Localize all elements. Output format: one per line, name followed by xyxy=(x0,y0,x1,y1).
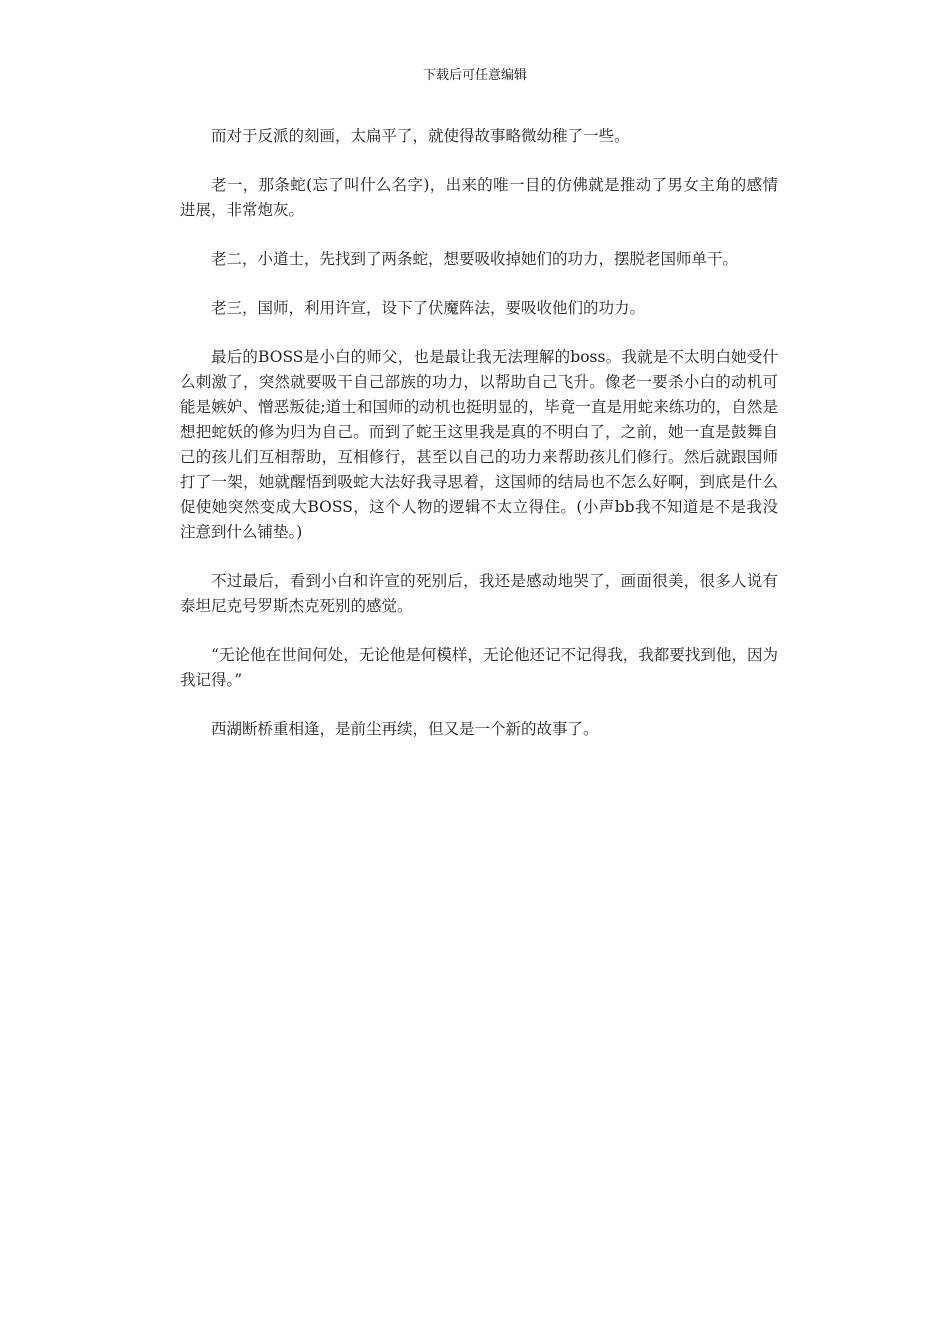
paragraph: 而对于反派的刻画，太扁平了，就使得故事略微幼稚了一些。 xyxy=(211,127,630,145)
document-body xyxy=(180,124,778,766)
paragraph: 老二，小道士，先找到了两条蛇，想要吸收掉她们的功力，摆脱老国师单干。 xyxy=(211,250,739,268)
paragraph: 最后的BOSS是小白的师父，也是最让我无法理解的boss。我就是不太明白她受什么刺激了，突然就要吸干自己部族的功力，以帮助自己飞升。像老一要杀小白的动机可能是嫉妒、憎恶叛徒;道士和国师的动机也挺明显的，毕竟一直是用蛇来练功的，自然是想把蛇妖的修为归为自己。而到了蛇王这里我是真的不明白了，之前，她一直是鼓舞自己的孩儿们互相帮助，互相修行，甚至以自己的功力来帮助孩儿们修行。然后就跟国师打了一架，她就醒悟到吸蛇大法好我寻思着，这国师的结局也不怎么好啊，到底是什么促使她突然变成大BOSS，这个人物的逻辑不太立得住。(小声bb我不知道是不是我没注意到什么铺垫。) xyxy=(180,348,778,541)
page-header: 下载后可任意编辑 xyxy=(422,68,527,83)
paragraph: 西湖断桥重相逢，是前尘再续，但又是一个新的故事了。 xyxy=(211,720,599,738)
paragraph: 老一，那条蛇(忘了叫什么名字)，出来的唯一目的仿佛就是推动了男女主角的感情进展，非常炮灰。 xyxy=(180,176,778,219)
paragraph: 老三，国师，利用许宣，设下了伏魔阵法，要吸收他们的功力。 xyxy=(211,299,646,317)
paragraph: “无论他在世间何处，无论他是何模样，无论他还记不记得我，我都要找到他，因为我记得。” xyxy=(180,646,778,689)
paragraph: 不过最后，看到小白和许宣的死别后，我还是感动地哭了，画面很美，很多人说有泰坦尼克号罗斯杰克死别的感觉。 xyxy=(180,572,778,615)
